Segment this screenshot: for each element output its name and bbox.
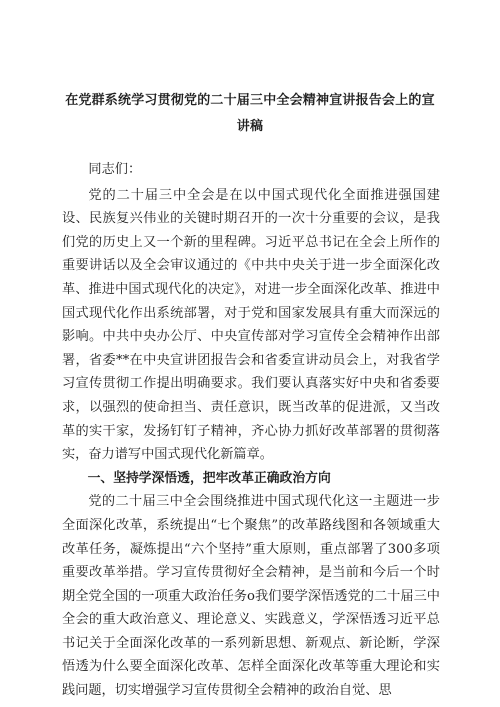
section-heading: 一、坚持学深悟透，把牢改革正确政治方向 bbox=[87, 470, 331, 486]
intro-paragraph: 党的二十届三中全会是在以中国式现代化全面推进强国建设、民族复兴伟业的关键时期召开的一次十分重要的会议，是我们党的历史上又一个新的里程碑。习近平总书记在全会上所作的重要讲话以及全会审议通过的《中共中央关于进一步全面深化改革、推进中国式现代化的决定》，对进一步全面深化改革、推进中国式现代化作出系统部署，对于党和国家发展具有重大而深远的影响。中共中央办公厅、中央宣传部对学习宣传全会精神作出部署，省委**在中央宣讲团报告会和省委宣讲动员会上，对我省学习宣传贯彻工作提出明确要求。我们要认真落实好中央和省委要求，以强烈的使命担当、责任意识，既当改革的促进派，又当改革的实干家，发扬钉钉子精神，齐心协力抓好改革部署的贯彻落实，奋力谱写中国式现代化新篇章。 bbox=[62, 187, 440, 463]
section-paragraph: 党的二十届三中全会围绕推进中国式现代化这一主题进一步全面深化改革，系统提出“七个聚焦”的改革路线图和各领域重大改革任务，凝炼提出“六个坚持”重大原则，重点部署了300多项重要改革举措。学习宣传贯彻好全会精神，是当前和今后一个时期全党全国的一项重大政治任务o我们要学深悟透党的二十届三中全会的重大政治意义、理论意义、实践意义，学深悟透习近平总书记关于全面深化改革的一系列新思想、新观点、新论断，学深悟透为什么要全面深化改革、怎样全面深化改革等重大理论和实践问题，切实增强学习宣传贯彻全会精神的政治自觉、思 bbox=[62, 494, 440, 699]
document-title: 在党群系统学习贯彻党的二十届三中全会精神宣讲报告会上的宣讲稿 bbox=[65, 93, 435, 134]
salutation: 同志们： bbox=[88, 162, 142, 177]
document-body bbox=[62, 158, 440, 703]
